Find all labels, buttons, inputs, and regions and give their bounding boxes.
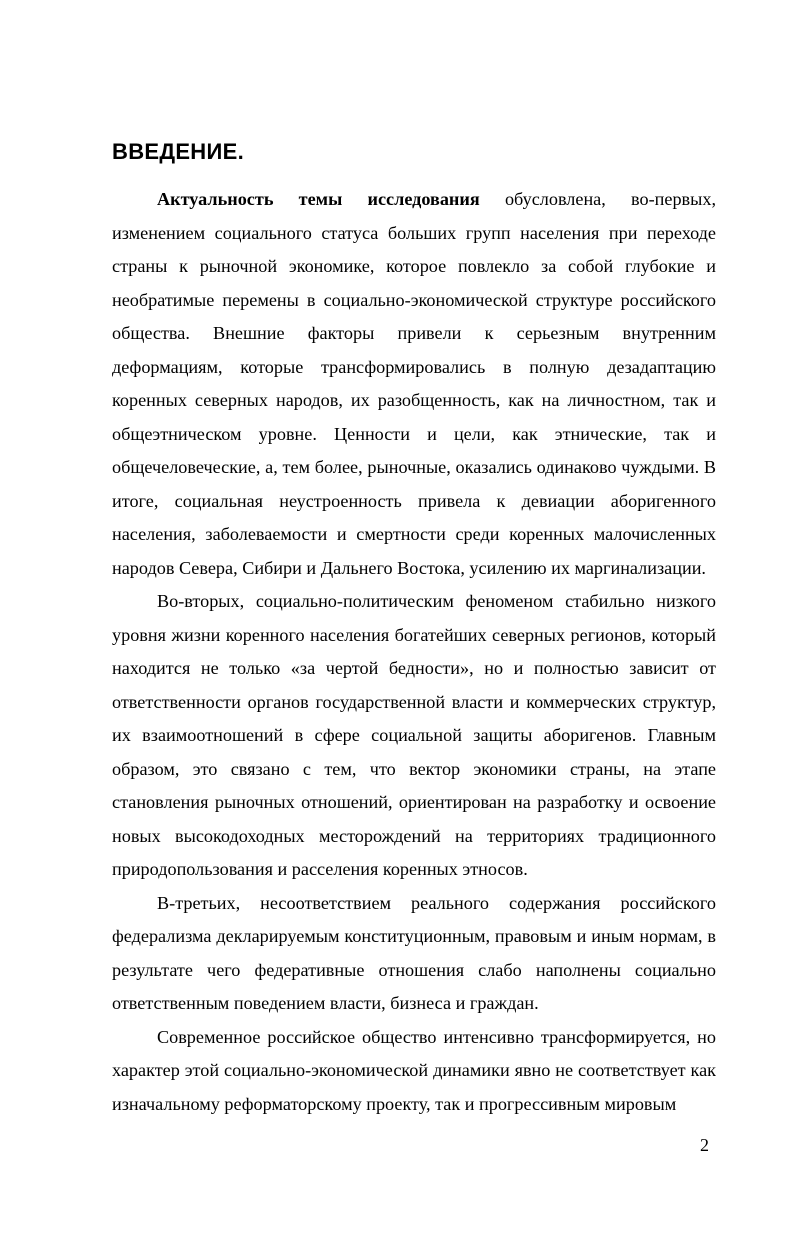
paragraph-fourth: Современное российское общество интенсивно трансформируется, но характер этой социально-экономической динамики явно не соответствует как изначальному реформаторскому проекту, так и прогрессивным мировым <box>112 1026 716 1114</box>
paragraph-relevance <box>112 183 716 585</box>
paragraph-relevance-text: обусловлена, во-первых, изменением социального статуса больших групп населения при переходе страны к рыночной экономике, которое повлекло за собой глубокие и необратимые перемены в социально-экономической структуре российского общества. Внешние факторы привели к серьезным внутренним деформациям, которые трансформировались в полную дезадаптацию коренных северных народов, их разобщенность, как на личностном, так и общеэтническом уровне. Ценности и цели, как этнические, так и общечеловеческие, а, тем более, рыночные, оказались одинаково чуждыми. В итоге, социальная неустроенность привела к девиации аборигенного населения, заболеваемости и смертности среди коренных малочисленных народов Севера, Сибири и Дальнего Востока, усилению их маргинализации. <box>112 189 716 578</box>
page-number: 2 <box>700 1135 709 1155</box>
paragraph-second: Во-вторых, социально-политическим феноменом стабильно низкого уровня жизни коренного населения богатейших северных регионов, который находится не только «за чертой бедности», но и полностью зависит от ответственности органов государственной власти и коммерческих структур, их взаимоотношений в сфере социальной защиты аборигенов. Главным образом, это связано с тем, что вектор экономики страны, на этапе становления рыночных отношений, ориентирован на разработку и освоение новых высокодоходных месторождений на территориях традиционного природопользования и расселения коренных этносов. <box>112 591 716 879</box>
paragraph-third: В-третьих, несоответствием реального содержания российского федерализма декларируемым конституционным, правовым и иным нормам, в результате чего федеративные отношения слабо наполнены социально ответственным поведением власти, бизнеса и граждан. <box>112 892 716 1013</box>
section-heading: ВВЕДЕНИЕ. <box>112 139 244 164</box>
body-text <box>112 183 716 1121</box>
relevance-lead-bold: Актуальность темы исследования <box>157 189 480 209</box>
